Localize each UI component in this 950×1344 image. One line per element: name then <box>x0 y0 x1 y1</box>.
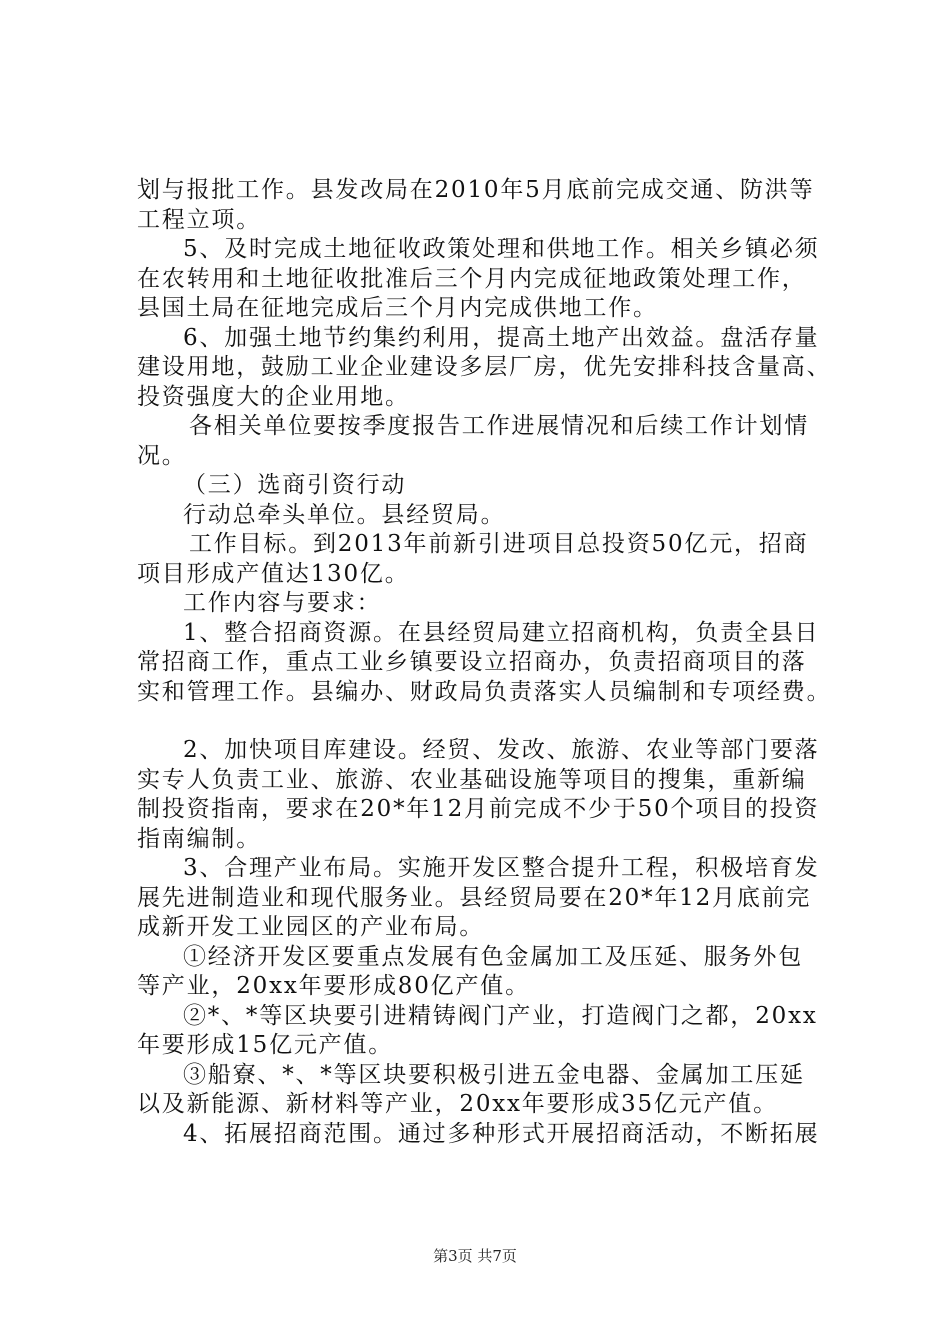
body-line: ①经济开发区要重点发展有色金属加工及压延、服务外包 <box>183 943 803 970</box>
body-line: 制投资指南，要求在20*年12月前完成不少于50个项目的投资 <box>137 796 820 822</box>
body-line: ③船寮、*、*等区块要积极引进五金电器、金属加工压延 <box>183 1061 805 1088</box>
body-line: 年要形成15亿元产值。 <box>137 1032 394 1058</box>
body-line: 指南编制。 <box>137 825 261 852</box>
section-heading: （三）选商引资行动 <box>183 472 407 498</box>
body-line: 实专人负责工业、旅游、农业基础设施等项目的搜集，重新编 <box>137 766 807 793</box>
body-line: 4、拓展招商范围。通过多种形式开展招商活动，不断拓展 <box>183 1120 820 1147</box>
body-line: 成新开发工业园区的产业布局。 <box>137 914 485 940</box>
paragraph-gap <box>137 707 837 736</box>
body-line: 行动总牵头单位。县经贸局。 <box>183 501 506 528</box>
body-line: 2、加快项目库建设。经贸、发改、旅游、农业等部门要落 <box>183 737 820 763</box>
body-line: 在农转用和土地征收批准后三个月内完成征地政策处理工作， <box>137 265 807 292</box>
document-body <box>137 176 837 1149</box>
body-line: 6、加强土地节约集约利用，提高土地产出效益。盘活存量 <box>183 324 820 351</box>
body-line: 3、合理产业布局。实施开发区整合提升工程，积极培育发 <box>183 855 820 881</box>
body-line: 常招商工作，重点工业乡镇要设立招商办，负责招商项目的落 <box>137 649 807 675</box>
body-line: 各相关单位要按季度报告工作进展情况和后续工作计划情 <box>189 413 809 439</box>
body-line: 等产业，20xx年要形成80亿产值。 <box>137 973 530 999</box>
body-line: 项目形成产值达130亿。 <box>137 560 410 587</box>
body-line: 县国土局在征地完成后三个月内完成供地工作。 <box>137 295 658 321</box>
body-line: ②*、*等区块要引进精铸阀门产业，打造阀门之都，20xx <box>183 1002 818 1029</box>
body-line: 展先进制造业和现代服务业。县经贸局要在20*年12月底前完 <box>137 884 812 911</box>
body-line: 划与报批工作。县发改局在2010年5月底前完成交通、防洪等 <box>137 177 815 203</box>
body-line: 实和管理工作。县编办、财政局负责落实人员编制和专项经费。 <box>137 678 832 705</box>
body-line: 5、及时完成土地征收政策处理和供地工作。相关乡镇必须 <box>183 236 820 262</box>
body-line: 况。 <box>137 442 187 469</box>
body-line: 工作内容与要求： <box>183 590 382 616</box>
body-line: 建设用地，鼓励工业企业建设多层厂房，优先安排科技含量高、 <box>137 354 832 380</box>
body-line: 工作目标。到2013年前新引进项目总投资50亿元，招商 <box>189 531 809 557</box>
body-line: 1、整合招商资源。在县经贸局建立招商机构，负责全县日 <box>183 619 820 646</box>
body-line: 投资强度大的企业用地。 <box>137 383 410 410</box>
body-line: 以及新能源、新材料等产业，20xx年要形成35亿元产值。 <box>137 1091 778 1117</box>
page-number-footer: 第3页 共7页 <box>433 1247 517 1265</box>
body-line: 工程立项。 <box>137 206 261 233</box>
